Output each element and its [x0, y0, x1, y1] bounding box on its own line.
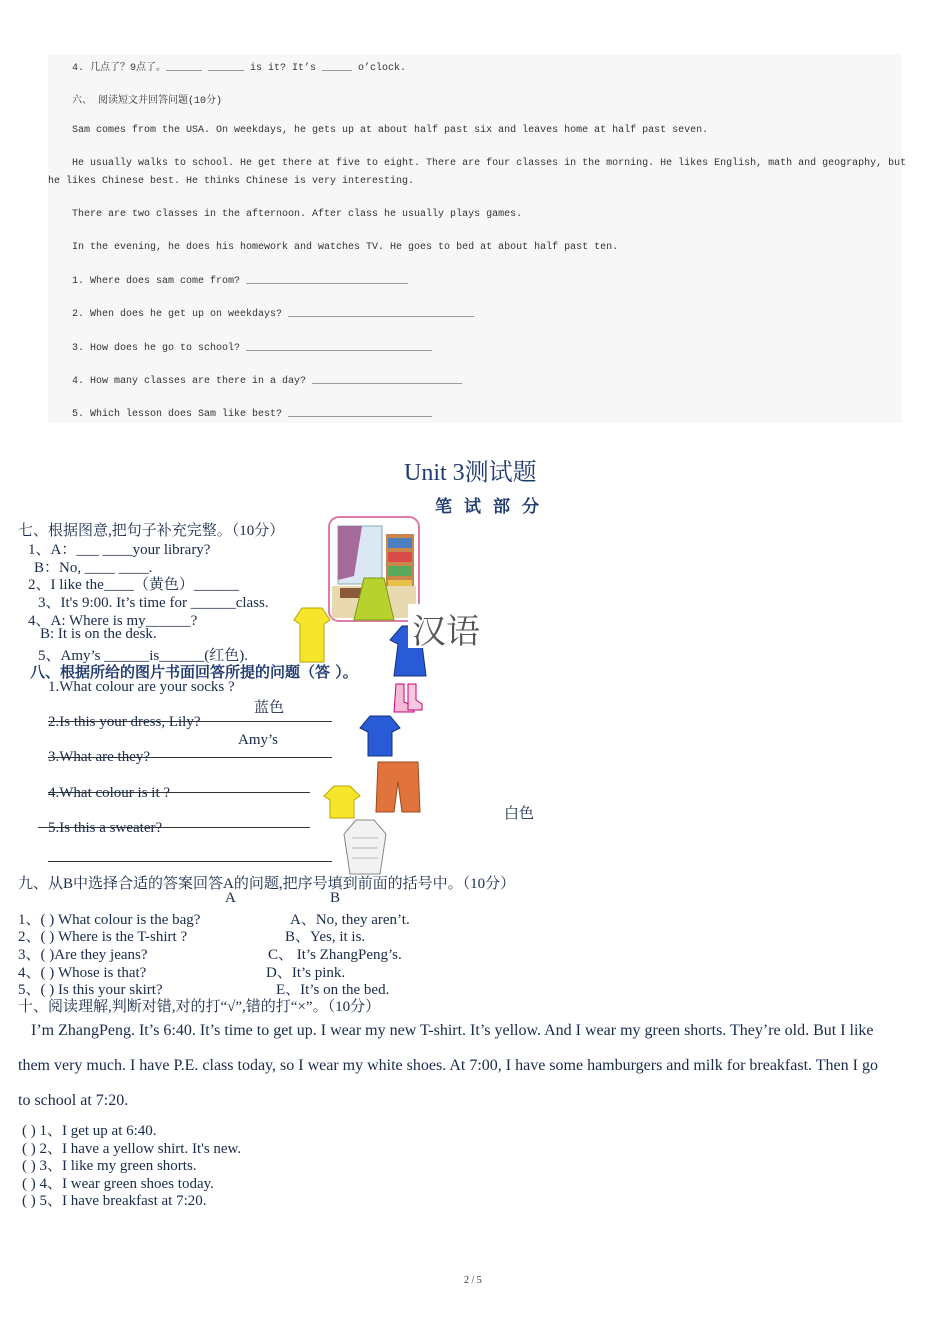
match-question: 1、( ) What colour is the bag?: [18, 912, 201, 928]
reading-question: 2. When does he get up on weekdays? _______________________________: [72, 309, 475, 320]
section-7-heading: 七、根据图意,把句子补充完整。（10分）: [18, 523, 285, 539]
section-8-question: 1.What colour are your socks ?: [48, 679, 235, 695]
section-7-line: 4、A: Where is my______?: [28, 613, 198, 629]
page-subtitle: 笔试部分: [435, 497, 551, 517]
section-9-heading: 九、从B中选择合适的答案回答A的问题,把序号填到前面的括号中。（10分）: [18, 876, 516, 892]
section-8-question: 3.What are they?: [48, 749, 151, 765]
section-7-line: 5、Amy’s ______is______(红色).: [38, 648, 249, 664]
passage-paragraph: Sam comes from the USA. On weekdays, he gets up at about half past six and leaves home at half past seven.: [72, 125, 709, 136]
passage-line: them very much. I have P.E. class today, so I wear my white shoes. At 7:00, I have some hamburgers and milk for breakfast. Then I go: [18, 1057, 878, 1074]
blue-shirt-picture: [358, 714, 402, 758]
section-8-heading: 八、根据所给的图片书面回答所提的问题（答 ）。: [30, 663, 358, 681]
passage-paragraph: He usually walks to school. He get there at five to eight. There are four classes in the morning. He likes English, math and geography, but: [72, 158, 907, 169]
section-7-line: B：No, ____ ____.: [34, 560, 153, 576]
pink-socks-picture: [386, 682, 424, 714]
page-title: Unit 3测试题: [404, 460, 537, 486]
section-7-line: 3、It's 9:00. It’s time for ______class.: [38, 595, 269, 611]
true-false-item: ( ) 2、I have a yellow shirt. It's new.: [22, 1141, 242, 1157]
column-a-label: A: [225, 890, 236, 906]
orange-shorts-picture: [374, 760, 422, 816]
yellow-dress-picture: [292, 606, 332, 666]
section-8-question: 4.What colour is it ?: [48, 785, 171, 801]
reading-section-box: [48, 54, 902, 423]
true-false-item: ( ) 4、I wear green shoes today.: [22, 1176, 214, 1192]
yellow-tshirt-picture: [322, 784, 362, 820]
true-false-item: ( ) 3、I like my green shorts.: [22, 1158, 197, 1174]
match-question: 5、( ) Is this your skirt?: [18, 982, 163, 998]
true-false-item: ( ) 5、I have breakfast at 7:20.: [22, 1193, 207, 1209]
match-question: 4、( ) Whose is that?: [18, 965, 147, 981]
section-7-line: 1、A：___ ____your library?: [28, 542, 211, 558]
section-8-hint: 蓝色: [254, 700, 285, 716]
match-answer: E、It’s on the bed.: [276, 982, 390, 998]
column-b-label: B: [330, 890, 341, 906]
reading-question: 4. How many classes are there in a day? _________________________: [72, 376, 463, 387]
page-number: 2 / 5: [464, 1275, 482, 1286]
section-7-line: B: It is on the desk.: [40, 626, 157, 642]
section-8-hint: 白色: [504, 806, 535, 822]
match-answer: C、 It’s ZhangPeng’s.: [268, 947, 402, 963]
passage-paragraph: In the evening, he does his homework and watches TV. He goes to bed at about half past ten.: [72, 242, 619, 253]
section-8-hint: Amy’s: [238, 732, 279, 748]
reading-question: 1. Where does sam come from? ___________________________: [72, 276, 409, 287]
section-8-question: 5.Is this a sweater?: [48, 820, 163, 836]
match-answer: D、It’s pink.: [266, 965, 346, 981]
section-6-heading: 六、 阅读短文并回答问题(10分): [72, 96, 223, 107]
section-8-question: 2.Is this your dress, Lily?: [48, 714, 201, 730]
section-10-heading: 十、阅读理解,判断对错,对的打“√”,错的打“×”。（10分）: [18, 999, 381, 1015]
reading-question: 3. How does he go to school? _______________________________: [72, 343, 433, 354]
passage-paragraph: he likes Chinese best. He thinks Chinese is very interesting.: [48, 176, 415, 187]
match-question: 3、( )Are they jeans?: [18, 947, 148, 963]
chinese-characters: 汉语: [412, 612, 480, 652]
section-7-line: 2、I like the____（黄色）______: [28, 577, 239, 593]
passage-paragraph: There are two classes in the afternoon. After class he usually plays games.: [72, 209, 523, 220]
passage-line: I’m ZhangPeng. It’s 6:40. It’s time to get up. I wear my new T-shirt. It’s yellow. And I wear my green shorts. They’re old. But I like: [31, 1022, 874, 1039]
reading-question: 5. Which lesson does Sam like best? ________________________: [72, 409, 433, 420]
question-4-time: 4. 几点了？9点了。______ ______ is it? It’s _____ o’clock.: [72, 63, 407, 74]
match-answer: A、No, they aren’t.: [290, 912, 410, 928]
match-question: 2、( ) Where is the T-shirt ?: [18, 929, 188, 945]
true-false-item: ( ) 1、I get up at 6:40.: [22, 1123, 157, 1139]
chinese-subject-card: [408, 604, 496, 652]
match-answer: B、Yes, it is.: [285, 929, 366, 945]
answer-line: [48, 861, 332, 862]
white-sweater-picture: [342, 818, 388, 876]
passage-line: to school at 7:20.: [18, 1092, 129, 1109]
green-skirt-picture: [352, 574, 396, 624]
